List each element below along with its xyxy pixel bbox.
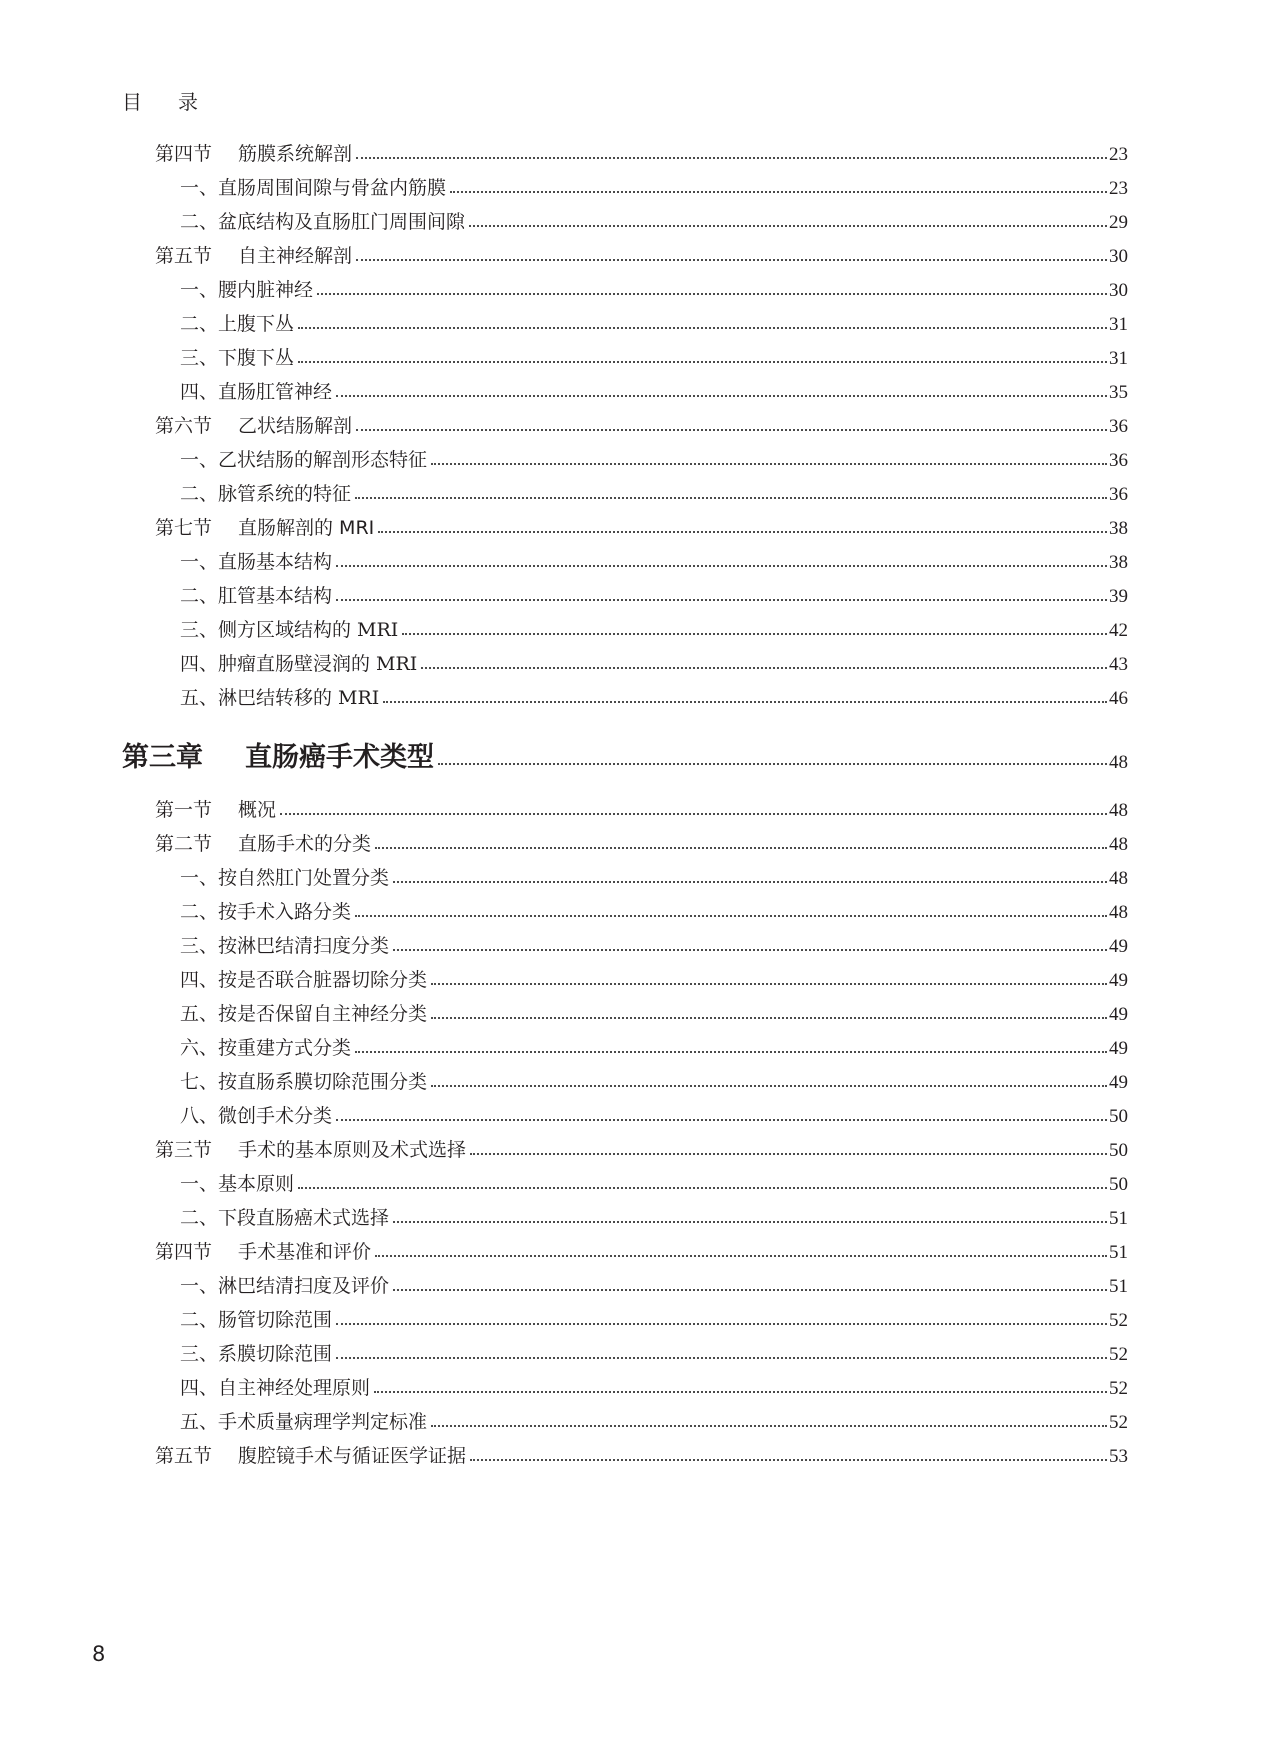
toc-title-text: 四、肿瘤直肠壁浸润的 MRI — [180, 653, 418, 675]
toc-page-number: 42 — [1109, 620, 1128, 641]
toc-section — [155, 1434, 1128, 1468]
toc-title-text: 五、按是否保留自主神经分类 — [180, 1003, 428, 1025]
dot-leader — [431, 463, 1107, 465]
toc-title — [180, 173, 448, 200]
dot-leader — [393, 881, 1107, 883]
dot-leader — [355, 915, 1107, 917]
toc-item — [180, 540, 1128, 574]
toc-title — [180, 999, 429, 1026]
dot-leader — [470, 1153, 1107, 1155]
toc-title — [122, 735, 436, 774]
toc-item — [180, 268, 1128, 302]
toc-title — [180, 1339, 334, 1366]
toc-item — [180, 1400, 1128, 1434]
toc-section — [155, 234, 1128, 268]
toc-section — [155, 506, 1128, 540]
toc-title — [155, 411, 354, 438]
toc-title-text: 自主神经解剖 — [238, 245, 353, 267]
toc-title — [180, 1203, 391, 1230]
toc-page-number: 30 — [1109, 246, 1128, 267]
toc-page-number: 29 — [1109, 212, 1128, 233]
toc-title-text: 一、直肠周围间隙与骨盆内筋膜 — [180, 177, 447, 199]
toc-title-text: 手术基准和评价 — [238, 1241, 372, 1263]
toc-title — [180, 343, 296, 370]
toc-title — [155, 139, 354, 166]
toc-section — [155, 404, 1128, 438]
toc-item — [180, 370, 1128, 404]
toc-item — [180, 1162, 1128, 1196]
toc-label: 第二节 — [155, 833, 213, 855]
toc-title — [155, 1237, 373, 1264]
toc-title-text: 乙状结肠解剖 — [238, 415, 353, 437]
toc-page-number: 36 — [1109, 416, 1128, 437]
toc-title-text: 腹腔镜手术与循证医学证据 — [238, 1445, 467, 1467]
toc-page-number: 50 — [1109, 1174, 1128, 1195]
toc-title-text: 二、脉管系统的特征 — [180, 483, 352, 505]
toc-item — [180, 302, 1128, 336]
toc-title — [180, 207, 467, 234]
toc-section — [155, 1128, 1128, 1162]
toc-title — [180, 581, 334, 608]
toc-title-text: 手术的基本原则及术式选择 — [238, 1139, 467, 1161]
toc-page-number: 31 — [1109, 314, 1128, 335]
toc-section — [155, 132, 1128, 166]
toc-item — [180, 166, 1128, 200]
toc-title — [180, 547, 334, 574]
dot-leader — [431, 1085, 1107, 1087]
toc-page-number: 52 — [1109, 1412, 1128, 1433]
dot-leader — [431, 1425, 1107, 1427]
dot-leader — [336, 565, 1107, 567]
toc-page-number: 52 — [1109, 1344, 1128, 1365]
toc-item — [180, 1060, 1128, 1094]
toc-title-text: 直肠手术的分类 — [238, 833, 372, 855]
dot-leader — [355, 1051, 1107, 1053]
toc-page-number: 48 — [1109, 800, 1128, 821]
running-head-right: 录 — [178, 90, 198, 114]
toc-page-number: 53 — [1109, 1446, 1128, 1467]
dot-leader — [317, 293, 1107, 295]
toc-title-text: 三、侧方区域结构的 MRI — [180, 619, 399, 641]
dot-leader — [383, 701, 1107, 703]
toc-page-number: 38 — [1109, 552, 1128, 573]
toc-page-number: 51 — [1109, 1276, 1128, 1297]
toc-page-number: 52 — [1109, 1310, 1128, 1331]
toc-page-number: 36 — [1109, 450, 1128, 471]
toc-page-number: 30 — [1109, 280, 1128, 301]
toc-section — [155, 1230, 1128, 1264]
toc-title — [155, 829, 373, 856]
toc-title-text: 一、按自然肛门处置分类 — [180, 867, 390, 889]
dot-leader — [450, 191, 1107, 193]
toc-title-text: 五、淋巴结转移的 MRI — [180, 687, 380, 709]
toc-title — [180, 615, 400, 642]
toc-item — [180, 642, 1128, 676]
toc-title — [155, 1135, 468, 1162]
toc-page-number: 51 — [1109, 1208, 1128, 1229]
toc-page-number: 38 — [1109, 518, 1128, 539]
toc-item — [180, 608, 1128, 642]
toc-label: 第一节 — [155, 799, 213, 821]
page-number: 8 — [92, 1642, 106, 1666]
toc-item — [180, 472, 1128, 506]
dot-leader — [431, 983, 1107, 985]
toc-page-number: 48 — [1109, 868, 1128, 889]
toc-page-number: 49 — [1109, 1004, 1128, 1025]
dot-leader — [336, 599, 1107, 601]
toc-title — [180, 1373, 372, 1400]
dot-leader — [374, 1391, 1107, 1393]
toc-title-text: 三、下腹下丛 — [180, 347, 295, 369]
dot-leader — [393, 949, 1107, 951]
toc-title-text: 筋膜系统解剖 — [238, 143, 353, 165]
toc-item — [180, 1332, 1128, 1366]
dot-leader — [393, 1289, 1107, 1291]
toc-title — [180, 1271, 391, 1298]
toc-title-text: 一、乙状结肠的解剖形态特征 — [180, 449, 428, 471]
dot-leader — [336, 1323, 1107, 1325]
toc-item — [180, 1026, 1128, 1060]
dot-leader — [393, 1221, 1107, 1223]
dot-leader — [431, 1017, 1107, 1019]
toc-title — [180, 649, 419, 676]
toc-item — [180, 856, 1128, 890]
dot-leader — [336, 1357, 1107, 1359]
dot-leader — [402, 633, 1107, 635]
toc-page-number: 43 — [1109, 654, 1128, 675]
dot-leader — [438, 763, 1107, 765]
toc-title — [155, 241, 354, 268]
toc-title — [180, 1101, 334, 1128]
toc-page-number: 52 — [1109, 1378, 1128, 1399]
toc-title-text: 八、微创手术分类 — [180, 1105, 333, 1127]
toc-title-text: 四、直肠肛管神经 — [180, 381, 333, 403]
toc-title-text: 一、腰内脏神经 — [180, 279, 314, 301]
toc-item — [180, 438, 1128, 472]
toc-title-text: 直肠癌手术类型 — [245, 742, 434, 773]
toc-title-text: 概况 — [238, 799, 277, 821]
toc-title-text: 一、淋巴结清扫度及评价 — [180, 1275, 390, 1297]
toc-title-text: 二、肛管基本结构 — [180, 585, 333, 607]
toc-page-number: 46 — [1109, 688, 1128, 709]
toc-title — [180, 1407, 429, 1434]
toc-label: 第六节 — [155, 415, 213, 437]
dot-leader — [336, 395, 1107, 397]
toc-title-text: 三、按淋巴结清扫度分类 — [180, 935, 390, 957]
dot-leader — [421, 667, 1107, 669]
toc-title-text: 四、按是否联合脏器切除分类 — [180, 969, 428, 991]
toc-page-number: 51 — [1109, 1242, 1128, 1263]
dot-leader — [355, 497, 1107, 499]
toc-label: 第四节 — [155, 1241, 213, 1263]
toc-title-text: 直肠解剖的 MRI — [238, 517, 375, 539]
toc-title — [180, 683, 381, 710]
toc-section — [155, 822, 1128, 856]
dot-leader — [375, 1255, 1107, 1257]
toc-title-text: 六、按重建方式分类 — [180, 1037, 352, 1059]
toc-title-text: 二、盆底结构及直肠肛门周围间隙 — [180, 211, 466, 233]
toc-item — [180, 574, 1128, 608]
toc-title — [180, 1033, 353, 1060]
running-head — [122, 86, 198, 115]
toc-title — [155, 1441, 468, 1468]
toc-label: 第七节 — [155, 517, 213, 539]
toc-title-text: 二、上腹下丛 — [180, 313, 295, 335]
toc-title — [180, 931, 391, 958]
toc-label: 第四节 — [155, 143, 213, 165]
toc-title-text: 一、直肠基本结构 — [180, 551, 333, 573]
dot-leader — [336, 1119, 1107, 1121]
toc-chapter — [122, 730, 1128, 774]
toc-title — [180, 1305, 334, 1332]
toc-page-number: 48 — [1109, 902, 1128, 923]
toc-page-number: 39 — [1109, 586, 1128, 607]
toc-title-text: 一、基本原则 — [180, 1173, 295, 1195]
toc-page-number: 35 — [1109, 382, 1128, 403]
running-head-left: 目 — [122, 90, 142, 114]
dot-leader — [378, 531, 1107, 533]
toc-title-text: 三、系膜切除范围 — [180, 1343, 333, 1365]
toc-title-text: 五、手术质量病理学判定标准 — [180, 1411, 428, 1433]
dot-leader — [298, 361, 1107, 363]
toc-item — [180, 1196, 1128, 1230]
toc-page-number: 23 — [1109, 144, 1128, 165]
toc-section — [155, 788, 1128, 822]
toc-label: 第五节 — [155, 1445, 213, 1467]
dot-leader — [375, 847, 1107, 849]
toc-page-number: 49 — [1109, 936, 1128, 957]
dot-leader — [470, 1459, 1107, 1461]
toc-title — [180, 309, 296, 336]
toc-item — [180, 890, 1128, 924]
toc-title-text: 四、自主神经处理原则 — [180, 1377, 371, 1399]
toc-page-number: 36 — [1109, 484, 1128, 505]
toc-page-number: 50 — [1109, 1106, 1128, 1127]
toc-title — [155, 795, 278, 822]
toc-page-number: 49 — [1109, 970, 1128, 991]
toc-label: 第五节 — [155, 245, 213, 267]
toc-page-number: 48 — [1109, 834, 1128, 855]
toc-title — [180, 479, 353, 506]
toc-title — [180, 863, 391, 890]
dot-leader — [469, 225, 1107, 227]
toc-page-number: 23 — [1109, 178, 1128, 199]
toc-title-text: 二、下段直肠癌术式选择 — [180, 1207, 390, 1229]
toc-title — [180, 275, 315, 302]
toc-title — [180, 965, 429, 992]
toc-title-text: 七、按直肠系膜切除范围分类 — [180, 1071, 428, 1093]
dot-leader — [356, 157, 1107, 159]
dot-leader — [356, 259, 1107, 261]
toc-title-text: 二、按手术入路分类 — [180, 901, 352, 923]
toc-page-number: 50 — [1109, 1140, 1128, 1161]
toc-item — [180, 958, 1128, 992]
toc-label: 第三章 — [122, 742, 203, 773]
dot-leader — [356, 429, 1107, 431]
toc-title — [180, 1067, 429, 1094]
toc-item — [180, 1298, 1128, 1332]
toc-title — [155, 513, 376, 540]
dot-leader — [298, 327, 1107, 329]
toc-title — [180, 897, 353, 924]
dot-leader — [280, 813, 1107, 815]
toc-title — [180, 1169, 296, 1196]
toc-item — [180, 676, 1128, 710]
toc-item — [180, 336, 1128, 370]
toc-page-number: 49 — [1109, 1038, 1128, 1059]
toc-item — [180, 1264, 1128, 1298]
toc-item — [180, 1366, 1128, 1400]
toc-title — [180, 377, 334, 404]
toc-item — [180, 992, 1128, 1026]
toc-page-number: 31 — [1109, 348, 1128, 369]
dot-leader — [298, 1187, 1107, 1189]
toc-page-number: 49 — [1109, 1072, 1128, 1093]
toc-page-number: 48 — [1109, 752, 1128, 773]
toc-item — [180, 200, 1128, 234]
toc-label: 第三节 — [155, 1139, 213, 1161]
toc-title-text: 二、肠管切除范围 — [180, 1309, 333, 1331]
toc-title — [180, 445, 429, 472]
toc-item — [180, 924, 1128, 958]
toc-item — [180, 1094, 1128, 1128]
